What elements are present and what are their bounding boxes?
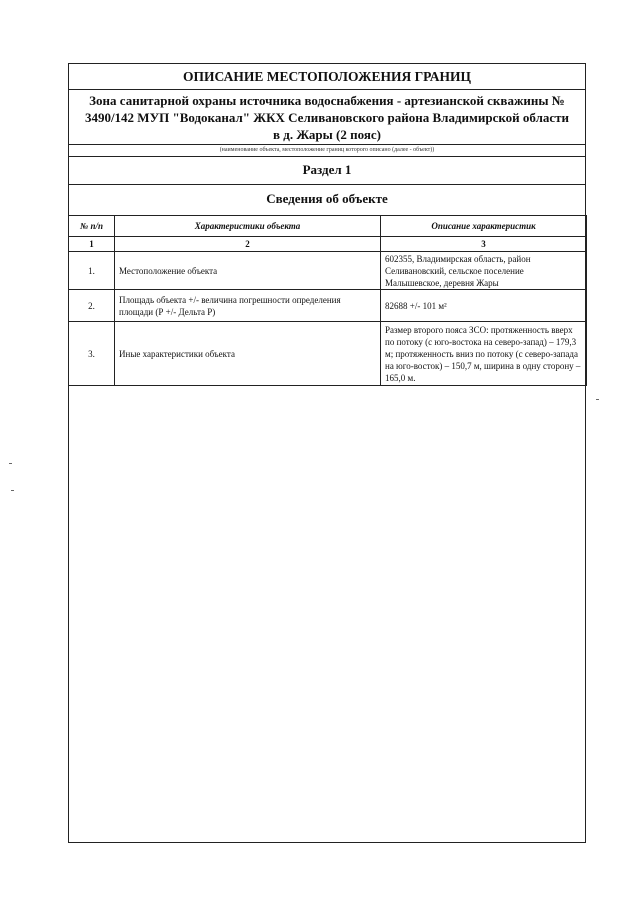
table-row	[69, 290, 587, 322]
row-characteristic: Иные характеристики объекта	[115, 322, 381, 386]
row-number: 2.	[69, 290, 115, 322]
table-row	[69, 322, 587, 386]
section-title: Раздел 1	[302, 162, 352, 177]
object-name-line-1: Зона санитарной охраны источника водоснабжения - артезианской скважины №	[89, 93, 565, 108]
row-number: 3.	[69, 322, 115, 386]
row-description: 82688 +/- 101 м²	[381, 290, 587, 322]
header-number: № п/п	[69, 216, 115, 237]
object-name-line-3: в д. Жары (2 пояс)	[273, 127, 381, 142]
row-description: Размер второго пояса ЗСО: протяженность вверх по потоку (с юго-востока на северо-запад) – 179,3 м; протяженность вниз по потоку (с северо-запада на юго-восток) – 150,7 м, ширина в одну сторону – 165,0 м.	[381, 322, 587, 386]
column-number: 2	[115, 237, 381, 252]
row-description: 602355, Владимирская область, район Селивановский, сельское поселение Малышевское, деревня Жары	[381, 252, 587, 290]
object-name-line-2: 3490/142 МУП "Водоканал" ЖКХ Селивановского района Владимирской области	[84, 110, 570, 125]
subsection-title: Сведения об объекте	[266, 191, 388, 206]
column-number: 1	[69, 237, 115, 252]
scan-speck	[11, 490, 14, 491]
row-characteristic: Местоположение объекта	[115, 252, 381, 290]
table-header-row	[69, 216, 587, 237]
divider	[69, 89, 585, 90]
table-row	[69, 252, 587, 290]
row-number: 1.	[69, 252, 115, 290]
column-number: 3	[381, 237, 587, 252]
scan-speck	[9, 463, 12, 464]
object-name	[69, 92, 585, 143]
object-info-table	[68, 215, 587, 386]
document-frame	[68, 63, 586, 843]
object-caption: (наименование объекта, местоположение границ которого описано (далее - объект))	[219, 147, 435, 153]
page-title: ОПИСАНИЕ МЕСТОПОЛОЖЕНИЯ ГРАНИЦ	[183, 69, 471, 84]
header-characteristic: Характеристики объекта	[115, 216, 381, 237]
row-characteristic: Площадь объекта +/- величина погрешности определения площади (Р +/- Дельта Р)	[115, 290, 381, 322]
column-number-row	[69, 237, 587, 252]
divider	[69, 184, 585, 185]
scan-speck	[596, 399, 599, 400]
header-description: Описание характеристик	[381, 216, 587, 237]
divider	[69, 156, 585, 157]
